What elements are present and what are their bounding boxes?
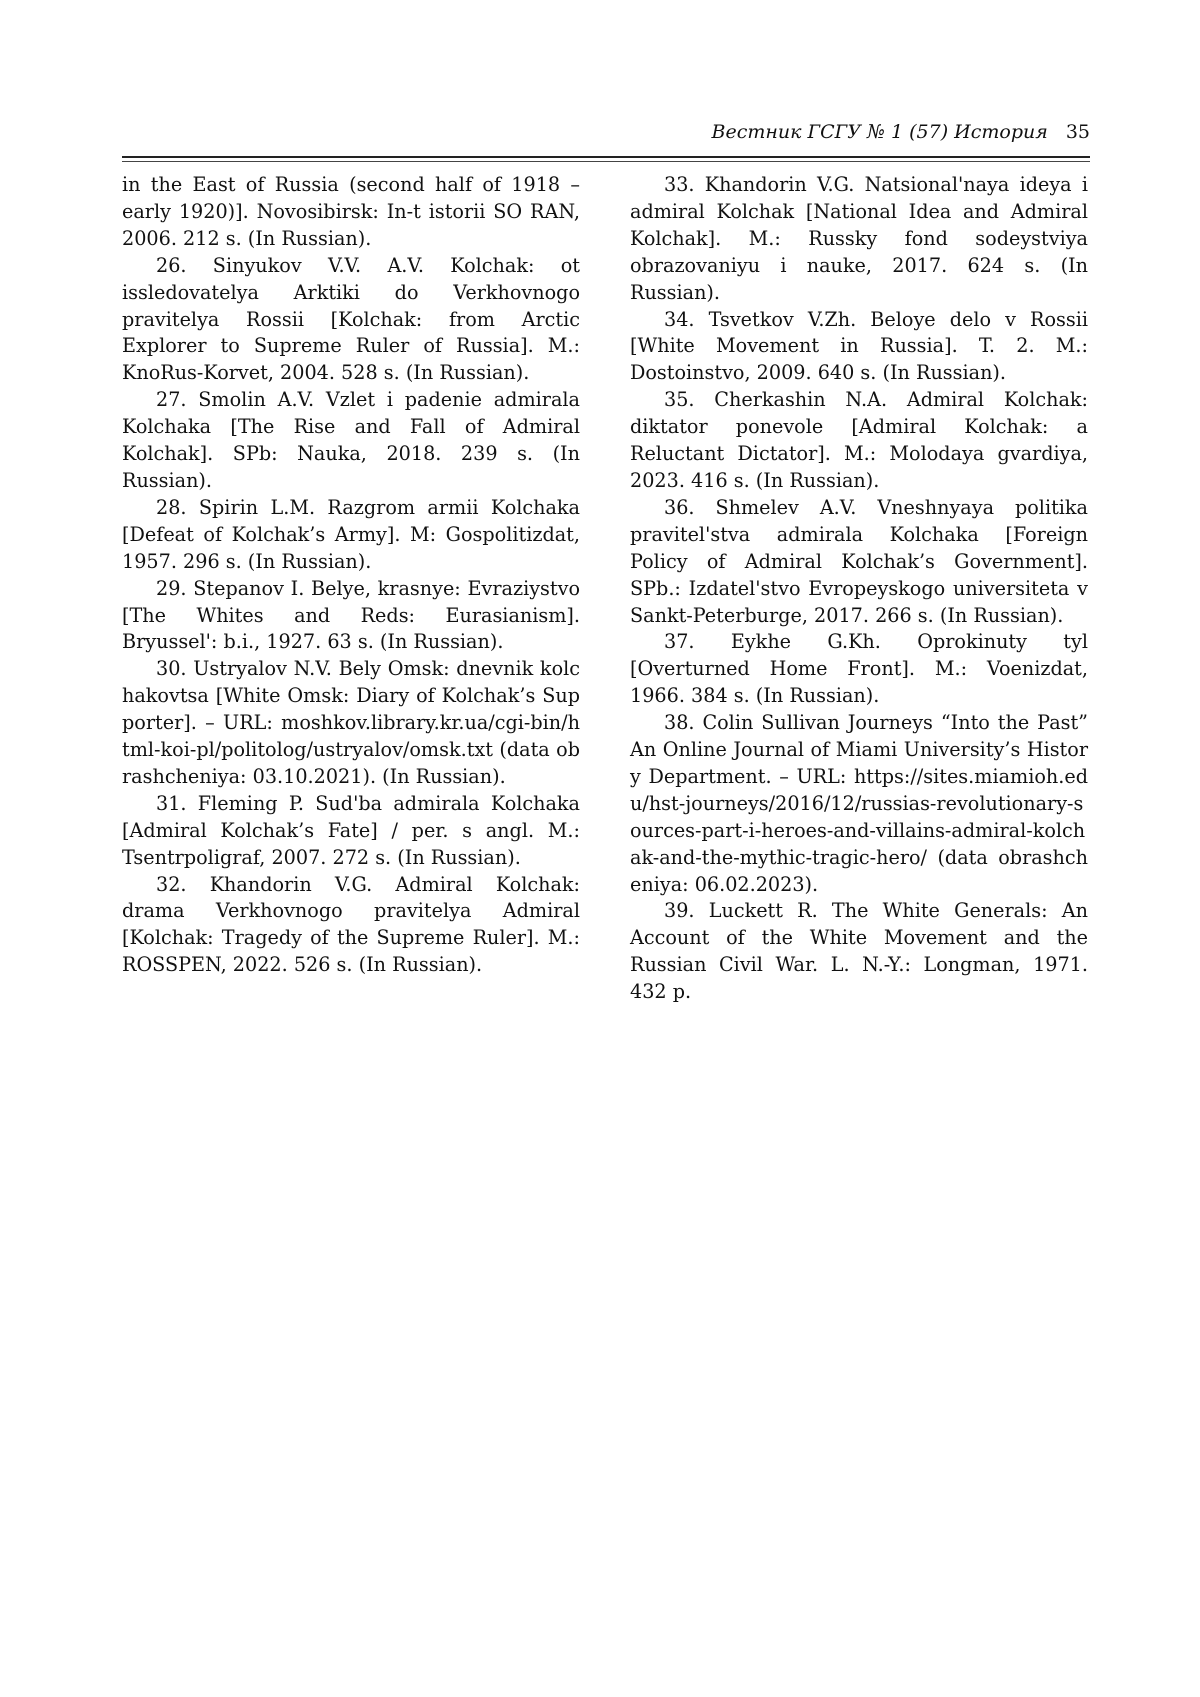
reference-38: 38. Colin Sullivan Journeys “Into the Past” An Online Journal of Miami University’s History Department. – URL: https://sites.miamioh.edu/hst-journeys/2016/12/russias-revolutionary-sources-part-i-heroes-and-villains-admiral-kolchak-and-the-mythic-tragic-hero/ (data obrashcheniya: 06.02.2023). [630, 711, 1088, 896]
reference-continuation: in the East of Russia (second half of 1918 – early 1920)]. Novosibirsk: In-t istorii SO RAN, 2006. 212 s. (In Russian). [122, 173, 580, 250]
reference-34: 34. Tsvetkov V.Zh. Beloye delo v Rossii [White Movement in Russia]. T. 2. M.: Dostoinstvo, 2009. 640 s. (In Russian). [630, 307, 1088, 385]
reference-31: 31. Fleming P. Sud'ba admirala Kolchaka [Admiral Kolchak’s Fate] / per. s angl. M.: Tsentrpoligraf, 2007. 272 s. (In Russian). [122, 791, 580, 869]
reference-32: 32. Khandorin V.G. Admiral Kolchak: drama Verkhovnogo pravitelya Admiral [Kolchak: Tragedy of the Supreme Ruler]. M.: ROSSPEN, 2022. 526 s. (In Russian). [122, 872, 580, 977]
reference-36: 36. Shmelev A.V. Vneshnyaya politika pravitel'stva admirala Kolchaka [Foreign Policy of Admiral Kolchak’s Government]. SPb.: Izdatel'stvo Evropeyskogo universiteta v Sankt-Peterburge, 2017. 266 s. (In Russian). [630, 495, 1088, 627]
reference-35: 35. Cherkashin N.A. Admiral Kolchak: diktator ponevole [Admiral Kolchak: a Reluctant Dictator]. M.: Molodaya gvardiya, 2023. 416 s. (In Russian). [630, 388, 1088, 492]
references-column-right [630, 172, 1088, 1006]
running-header [122, 118, 1090, 152]
reference-29: 29. Stepanov I. Belye, krasnye: Evraziystvo [The Whites and Reds: Eurasianism]. Bryussel': b.i., 1927. 63 s. (In Russian). [122, 576, 580, 654]
running-header-text [712, 118, 1091, 146]
header-rule-thin [122, 161, 1090, 162]
reference-33: 33. Khandorin V.G. Natsional'naya ideya i admiral Kolchak [National Idea and Admiral Kolchak]. M.: Russky fond sodeystviya obrazovaniyu i nauke, 2017. 624 s. (In Russian). [630, 173, 1088, 304]
reference-28: 28. Spirin L.M. Razgrom armii Kolchaka [Defeat of Kolchak’s Army]. M: Gospolitizdat, 1957. 296 s. (In Russian). [122, 495, 580, 573]
page-number: 35 [1065, 121, 1090, 143]
journal-title: Вестник ГСГУ № 1 (57) История [711, 121, 1048, 143]
reference-37: 37. Eykhe G.Kh. Oprokinuty tyl [Overturned Home Front]. M.: Voenizdat, 1966. 384 s. (In Russian). [630, 630, 1088, 708]
references-column-left [122, 172, 580, 979]
header-rule-thick [122, 156, 1090, 158]
reference-39: 39. Luckett R. The White Generals: An Account of the White Movement and the Russian Civil War. L. N.-Y.: Longman, 1971. 432 p. [630, 899, 1088, 1004]
reference-27: 27. Smolin A.V. Vzlet i padenie admirala Kolchaka [The Rise and Fall of Admiral Kolchak]. SPb: Nauka, 2018. 239 s. (In Russian). [122, 388, 580, 492]
reference-30: 30. Ustryalov N.V. Bely Omsk: dnevnik kolchakovtsa [White Omsk: Diary of Kolchak’s Supporter]. – URL: moshkov.library.kr.ua/cgi-bin/html-koi-pl/politolog/ustryalov/omsk.txt (data obrashcheniya: 03.10.2021). (In Russian). [122, 657, 580, 788]
reference-26: 26. Sinyukov V.V. A.V. Kolchak: ot issledovatelya Arktiki do Verkhovnogo pravitelya Rossii [Kolchak: from Arctic Explorer to Supreme Ruler of Russia]. M.: KnoRus-Korvet, 2004. 528 s. (In Russian). [122, 253, 580, 385]
